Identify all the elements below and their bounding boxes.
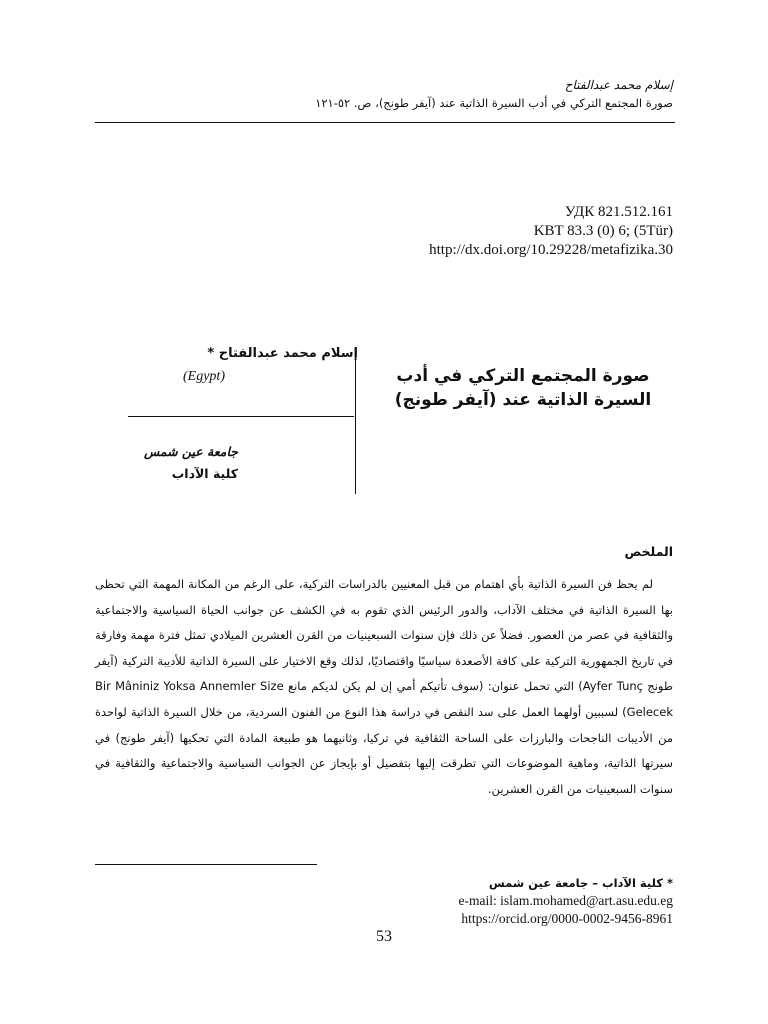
header-rule: [95, 122, 675, 123]
affiliation-rule: [128, 416, 354, 417]
footnote-orcid[interactable]: https://orcid.org/0000-0002-9456-8961: [461, 911, 673, 926]
doi-link[interactable]: http://dx.doi.org/10.29228/metafizika.30: [429, 242, 673, 258]
author-name: إسلام محمد عبدالفتاح *: [207, 346, 358, 361]
footnote-rule: [95, 864, 317, 865]
udk-code: УДК 821.512.161: [564, 204, 673, 220]
affiliation-university: جامعة عين شمس: [143, 444, 238, 459]
abstract-heading: الملخص: [624, 544, 673, 559]
affiliation-faculty: كلية الآداب: [171, 466, 238, 481]
running-header-author: إسلام محمد عبدالفتاح: [564, 78, 673, 92]
kbt-code: KBT 83.3 (0) 6; (5Tür): [533, 223, 673, 239]
author-country: (Egypt): [183, 369, 225, 384]
footnote-affiliation: * كلية الآداب – جامعة عين شمس: [488, 876, 673, 890]
title-divider: [355, 352, 356, 494]
running-header-citation: صورة المجتمع التركي في أدب السيرة الذاتية عند (آيفر طونج)، ص. ٥٢-١٢١: [315, 96, 673, 110]
article-title: صورة المجتمع التركي في أدب السيرة الذاتية عند (آيفر طونج): [394, 366, 652, 410]
footnote-email[interactable]: e-mail: islam.mohamed@art.asu.edu.eg: [458, 893, 673, 908]
abstract-body: لم يحظ فن السيرة الذاتية بأي اهتمام من قبل المعنيين بالدراسات التركية، على الرغم من المكانة المهمة التي تحظى بها السيرة الذاتية في مختلف الآداب، والدور الرئيس الذي تقوم به في الكشف عن جوانب الحياة السياسية والاجتماعية والثقافية في عصر من العصور. فضلاً عن ذلك فإن سنوات السبعينيات من القرن العشرين الميلادي تمثل فترة مهمة وفارقة في تاريخ الجمهورية التركية على كافة الأصعدة سياسيًا واقتصاديًا، لذلك وقع الاختيار على السيرة الذاتية للأديبة التركية (آيفر طونج Ayfer Tunç) التي تحمل عنوان: (سوف تأتيكم أمي إن لم يكن لديكم مانع Bir Mâniniz Yoksa Annemler Size Gelecek) لسببين أولهما العمل على سد النقص في دراسة هذا النوع من الفنون السردية، من خلال السيرة الذاتية لواحدة من الأديبات الناجحات والبارزات على الساحة الثقافية في تركيا، وثانيهما هو طبيعة المادة التي تحكيها (آيفر طونج) في سيرتها الذاتية، وماهية الموضوعات التي تطرقت إليها بتفصيل أو بإيجاز عن الجوانب السياسية والاجتماعية والثقافية في سنوات السبعينيات من القرن العشرين.: [95, 577, 674, 796]
page-number: 53: [376, 928, 392, 945]
